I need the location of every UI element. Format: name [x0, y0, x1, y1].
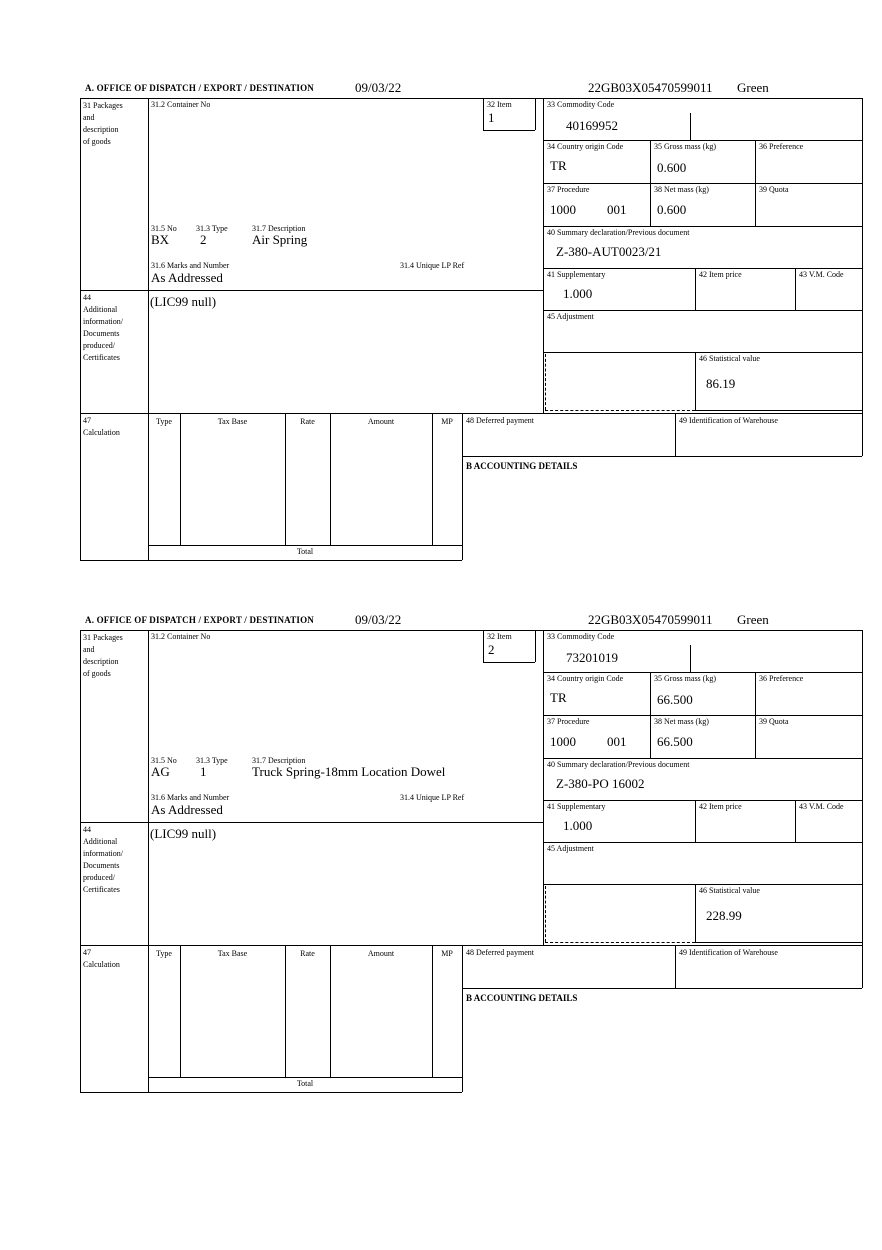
divider-line [862, 98, 863, 456]
unique-lp-314-label: 31.4 Unique LP Ref [400, 793, 465, 802]
statistical-value-label: 46 Statistical value [699, 886, 760, 895]
box31-label: description [83, 125, 119, 134]
box31-label: 31 Packages [83, 101, 123, 110]
header-status: Green [737, 612, 769, 627]
description-317-label: 31.7 Description [252, 224, 306, 233]
divider-line [543, 800, 862, 801]
divider-line [483, 98, 484, 130]
divider-line [543, 842, 862, 843]
package-no-value: AG [151, 764, 170, 779]
supplementary-label: 41 Supplementary [547, 802, 606, 811]
divider-line [695, 268, 696, 310]
divider-line [543, 758, 862, 759]
divider-line [545, 354, 546, 410]
divider-line [80, 290, 543, 291]
declaration-item-section [0, 80, 882, 612]
office-of-dispatch-label: A. OFFICE OF DISPATCH / EXPORT / DESTINATION [85, 83, 315, 93]
goods-description-value: Air Spring [252, 232, 308, 247]
calc-total-label: Total [296, 1079, 314, 1088]
header-date: 09/03/22 [355, 612, 402, 627]
calc-col-amount: Amount [367, 417, 395, 426]
description-317-label: 31.7 Description [252, 756, 306, 765]
box47-label: 47 [83, 948, 91, 957]
package-no-value: BX [151, 232, 170, 247]
previous-document-value: Z-380-PO 16002 [556, 776, 645, 791]
preference-label: 36 Preference [759, 674, 804, 683]
header-reference: 22GB03X05470599011 [588, 612, 713, 627]
divider-line [330, 413, 331, 545]
vm-code-label: 43 V.M. Code [799, 270, 844, 279]
supplementary-value: 1.000 [563, 818, 593, 833]
statistical-value-value: 228.99 [706, 908, 742, 923]
additional-info-value: (LIC99 null) [150, 294, 217, 309]
type-313-label: 31.3 Type [196, 224, 228, 233]
country-origin-label: 34 Country origin Code [547, 142, 624, 151]
net-mass-value: 0.600 [657, 202, 687, 217]
divider-line [543, 352, 862, 353]
calc-col-tax-base: Tax Base [217, 949, 248, 958]
country-origin-label: 34 Country origin Code [547, 674, 624, 683]
divider-line [543, 268, 862, 269]
commodity-code-label: 33 Commodity Code [547, 100, 615, 109]
divider-line [432, 945, 433, 1077]
divider-line [148, 1077, 462, 1078]
calc-col-rate: Rate [300, 417, 315, 426]
calc-col-type: Type [156, 949, 172, 958]
divider-line [695, 942, 862, 943]
adjustment-label: 45 Adjustment [547, 844, 594, 853]
box47-label: Calculation [83, 960, 120, 969]
commodity-code-value: 40169952 [566, 118, 618, 133]
box44-label: produced/ [83, 873, 115, 882]
vm-code-label: 43 V.M. Code [799, 802, 844, 811]
accounting-details-label: B ACCOUNTING DETAILS [466, 993, 578, 1003]
summary-declaration-label: 40 Summary declaration/Previous document [547, 228, 690, 237]
divider-line [330, 945, 331, 1077]
divider-line [675, 413, 676, 456]
declaration-item-section [0, 612, 882, 1144]
procedure-label: 37 Procedure [547, 185, 590, 194]
divider-line [675, 945, 676, 988]
deferred-payment-label: 48 Deferred payment [466, 948, 534, 957]
accounting-details-label: B ACCOUNTING DETAILS [466, 461, 578, 471]
divider-line [795, 268, 796, 310]
box31-label: description [83, 657, 119, 666]
divider-line [80, 560, 462, 561]
goods-description-value: Truck Spring-18mm Location Dowel [252, 764, 446, 779]
commodity-code-label: 33 Commodity Code [547, 632, 615, 641]
container-no-label: 31.2 Container No [151, 632, 211, 641]
quota-label: 39 Quota [759, 717, 789, 726]
net-mass-value: 66.500 [657, 734, 693, 749]
divider-line [535, 98, 536, 130]
gross-mass-value: 66.500 [657, 692, 693, 707]
divider-line [545, 410, 695, 411]
calc-col-amount: Amount [367, 949, 395, 958]
box31-label: of goods [83, 137, 111, 146]
divider-line [462, 988, 862, 989]
box44-label: Additional [83, 305, 118, 314]
divider-line [695, 410, 862, 411]
warehouse-id-label: 49 Identification of Warehouse [679, 948, 778, 957]
net-mass-label: 38 Net mass (kg) [654, 185, 709, 194]
item-number-value: 2 [488, 642, 495, 657]
marks-316-label: 31.6 Marks and Number [151, 261, 230, 270]
box31-label: 31 Packages [83, 633, 123, 642]
divider-line [80, 822, 543, 823]
header-status: Green [737, 80, 769, 95]
deferred-payment-label: 48 Deferred payment [466, 416, 534, 425]
country-origin-value: TR [550, 690, 567, 705]
divider-line [545, 942, 695, 943]
divider-line [462, 413, 463, 560]
additional-info-value: (LIC99 null) [150, 826, 217, 841]
statistical-value-label: 46 Statistical value [699, 354, 760, 363]
office-of-dispatch-label: A. OFFICE OF DISPATCH / EXPORT / DESTINATION [85, 615, 315, 625]
box44-label: 44 [83, 825, 91, 834]
no-315-label: 31.5 No [151, 224, 177, 233]
item-number-value: 1 [488, 110, 495, 125]
calc-col-tax-base: Tax Base [217, 417, 248, 426]
no-315-label: 31.5 No [151, 756, 177, 765]
procedure-code2-value: 001 [607, 734, 627, 749]
divider-line [80, 630, 81, 1092]
adjustment-label: 45 Adjustment [547, 312, 594, 321]
warehouse-id-label: 49 Identification of Warehouse [679, 416, 778, 425]
divider-line [80, 98, 862, 99]
procedure-code-value: 1000 [550, 734, 576, 749]
box47-label: 47 [83, 416, 91, 425]
divider-line [543, 226, 862, 227]
calc-col-mp: MP [441, 417, 453, 426]
box44-label: information/ [83, 317, 123, 326]
divider-line [80, 945, 862, 946]
container-no-label: 31.2 Container No [151, 100, 211, 109]
divider-line [148, 630, 149, 1092]
divider-line [695, 352, 696, 410]
procedure-label: 37 Procedure [547, 717, 590, 726]
box44-label: information/ [83, 849, 123, 858]
procedure-code-value: 1000 [550, 202, 576, 217]
previous-document-value: Z-380-AUT0023/21 [556, 244, 662, 259]
divider-line [543, 98, 544, 413]
item-label: 32 Item [487, 100, 512, 109]
divider-line [690, 113, 691, 140]
gross-mass-label: 35 Gross mass (kg) [654, 674, 716, 683]
box44-label: Additional [83, 837, 118, 846]
net-mass-label: 38 Net mass (kg) [654, 717, 709, 726]
supplementary-label: 41 Supplementary [547, 270, 606, 279]
divider-line [483, 662, 535, 663]
divider-line [285, 413, 286, 545]
box44-label: produced/ [83, 341, 115, 350]
divider-line [180, 413, 181, 545]
divider-line [543, 310, 862, 311]
marks-value: As Addressed [151, 270, 223, 285]
divider-line [543, 140, 862, 141]
statistical-value-value: 86.19 [706, 376, 736, 391]
calc-total-label: Total [296, 547, 314, 556]
box44-label: Certificates [83, 885, 120, 894]
divider-line [80, 98, 81, 560]
divider-line [483, 630, 484, 662]
package-type-value: 2 [200, 232, 207, 247]
calc-col-mp: MP [441, 949, 453, 958]
unique-lp-314-label: 31.4 Unique LP Ref [400, 261, 465, 270]
preference-label: 36 Preference [759, 142, 804, 151]
divider-line [795, 800, 796, 842]
divider-line [690, 645, 691, 672]
divider-line [148, 545, 462, 546]
country-origin-value: TR [550, 158, 567, 173]
calc-col-type: Type [156, 417, 172, 426]
item-label: 32 Item [487, 632, 512, 641]
divider-line [695, 800, 696, 842]
divider-line [543, 715, 862, 716]
box31-label: and [83, 113, 95, 122]
item-price-label: 42 Item price [699, 270, 742, 279]
supplementary-value: 1.000 [563, 286, 593, 301]
calc-col-rate: Rate [300, 949, 315, 958]
marks-316-label: 31.6 Marks and Number [151, 793, 230, 802]
quota-label: 39 Quota [759, 185, 789, 194]
divider-line [432, 413, 433, 545]
gross-mass-value: 0.600 [657, 160, 687, 175]
divider-line [180, 945, 181, 1077]
box44-label: Documents [83, 329, 120, 338]
package-type-value: 1 [200, 764, 207, 779]
divider-line [543, 183, 862, 184]
gross-mass-label: 35 Gross mass (kg) [654, 142, 716, 151]
marks-value: As Addressed [151, 802, 223, 817]
commodity-code-value: 73201019 [566, 650, 618, 665]
type-313-label: 31.3 Type [196, 756, 228, 765]
divider-line [80, 1092, 462, 1093]
divider-line [545, 886, 546, 942]
divider-line [543, 672, 862, 673]
summary-declaration-label: 40 Summary declaration/Previous document [547, 760, 690, 769]
box31-label: and [83, 645, 95, 654]
item-price-label: 42 Item price [699, 802, 742, 811]
divider-line [543, 630, 544, 945]
procedure-code2-value: 001 [607, 202, 627, 217]
divider-line [535, 630, 536, 662]
box47-label: Calculation [83, 428, 120, 437]
divider-line [462, 945, 463, 1092]
divider-line [80, 630, 862, 631]
divider-line [483, 130, 535, 131]
divider-line [862, 630, 863, 988]
divider-line [80, 413, 862, 414]
box44-label: 44 [83, 293, 91, 302]
header-reference: 22GB03X05470599011 [588, 80, 713, 95]
header-date: 09/03/22 [355, 80, 402, 95]
divider-line [285, 945, 286, 1077]
divider-line [543, 884, 862, 885]
divider-line [462, 456, 862, 457]
divider-line [695, 884, 696, 942]
divider-line [148, 98, 149, 560]
box31-label: of goods [83, 669, 111, 678]
box44-label: Certificates [83, 353, 120, 362]
box44-label: Documents [83, 861, 120, 870]
